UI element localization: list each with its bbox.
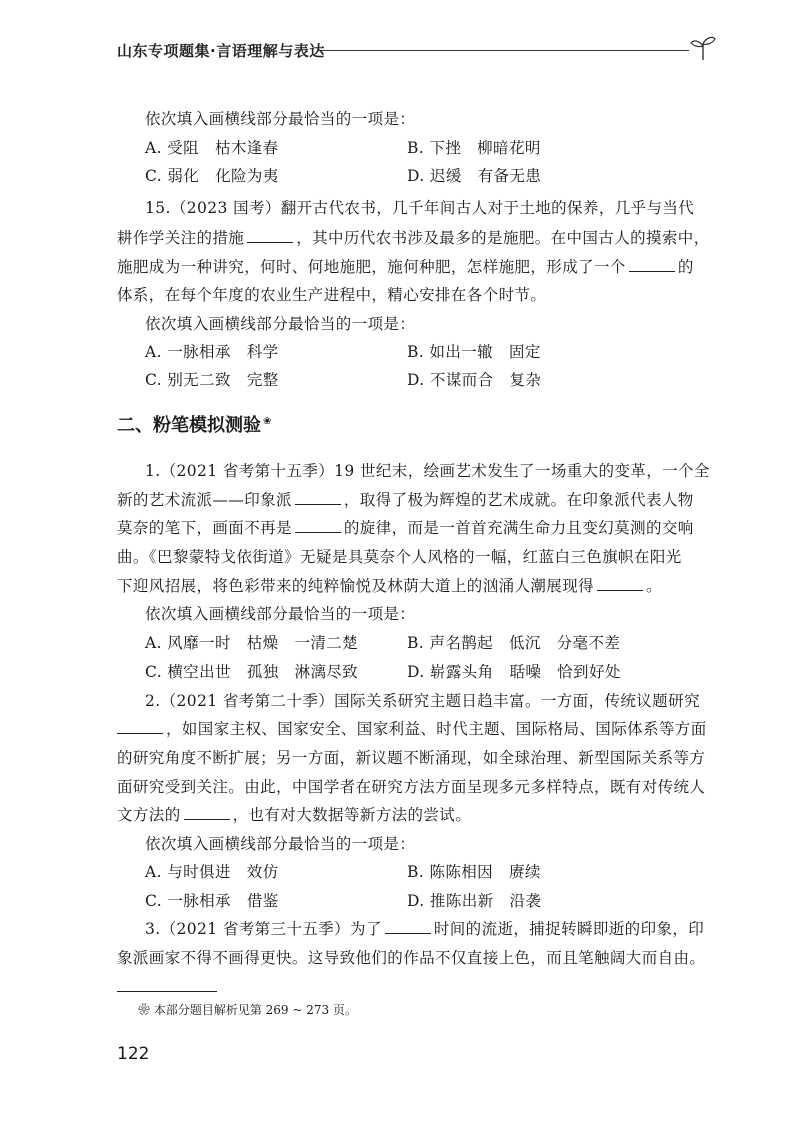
q2-option-a[interactable] (145, 861, 279, 883)
q2-option-b[interactable] (407, 861, 541, 883)
option-text: 借鉴 (246, 892, 279, 910)
option-label: C. 一脉相承 (145, 892, 231, 910)
q15-line-4: 体系，在每个年度的农业生产进程中，精心安排在各个时节。 (117, 286, 547, 304)
option-text: 聒噪 恰到好处 (509, 663, 621, 681)
q1-line-2: 新的艺术流派——印象派 ，取得了极为辉煌的艺术成就。在印象派代表人物 (117, 491, 694, 509)
option-label: D. 推陈出新 (407, 892, 494, 910)
q15-prompt: 依次填入画横线部分最恰当的一项是： (145, 315, 416, 333)
option-text: 孤独 淋漓尽致 (246, 663, 359, 681)
footnote-mark-icon: ❀ (138, 1003, 151, 1017)
q1-line-5: 下迎风招展，将色彩带来的纯粹愉悦及林荫大道上的汹涌人潮展现得 。 (117, 577, 662, 595)
running-header (117, 34, 717, 64)
option-text: 复杂 (509, 371, 542, 389)
option-text: 固定 (508, 343, 541, 361)
option-label: A. 与时俱进 (145, 863, 231, 881)
footnote-rule (117, 991, 217, 992)
answer-blank[interactable] (385, 918, 431, 934)
answer-blank[interactable] (295, 517, 341, 533)
q15-line-2: 耕作学关注的措施 ，其中历代农书涉及最多的是施肥。在中国古人的摸索中， (117, 229, 710, 247)
option-label: A. 受阻 (145, 139, 200, 157)
prev-option-c[interactable] (145, 165, 279, 187)
option-label: A. 一脉相承 (145, 343, 231, 361)
q15-option-d[interactable] (407, 369, 541, 391)
q1-option-b[interactable] (407, 632, 620, 654)
q15-option-c[interactable] (145, 369, 279, 391)
footnote (138, 1001, 357, 1018)
option-text: 完整 (246, 371, 279, 389)
option-label: D. 崭露头角 (407, 663, 494, 681)
answer-blank[interactable] (597, 575, 643, 591)
answer-blank[interactable] (184, 804, 230, 820)
q15-option-b[interactable] (407, 341, 541, 363)
option-label: B. 陈陈相因 (407, 863, 494, 881)
q1-option-c[interactable] (145, 661, 358, 683)
q2-line-5: 文方法的 ，也有对大数据等新方法的尝试。 (117, 806, 472, 824)
q15-line-3: 施肥成为一种讲究，何时、何地施肥，施何种肥，怎样施肥，形成了一个 的 (117, 258, 694, 276)
option-label: C. 横空出世 (145, 663, 231, 681)
option-label: B. 如出一辙 (407, 343, 494, 361)
prev-option-a[interactable] (145, 137, 279, 159)
q1-line-4: 曲。《巴黎蒙特戈依街道》无疑是具莫奈个人风格的一幅，红蓝白三色旗帜在阳光 (117, 548, 682, 566)
section-title: 二、粉笔模拟测验 ❀ (117, 415, 272, 436)
q1-line-3: 莫奈的笔下，画面不再是 的旋律，而是一首首充满生命力且变幻莫测的交响 (117, 519, 694, 537)
q2-option-d[interactable] (407, 890, 541, 912)
option-text: 化险为夷 (215, 167, 279, 185)
option-text: 有备无患 (477, 167, 542, 185)
answer-blank[interactable] (117, 718, 163, 734)
option-text: 科学 (246, 343, 279, 361)
header-rule (317, 50, 689, 51)
sprout-icon (689, 34, 717, 62)
option-text: 枯燥 一清二楚 (246, 634, 359, 652)
q15-line-1: 15.（2023 国考）翻开古代农书，几千年间古人对于土地的保养，几乎与当代 (145, 199, 695, 217)
q2-option-c[interactable] (145, 890, 279, 912)
header-title: 山东专项题集·言语理解与表达 (117, 42, 325, 60)
prev-option-b[interactable] (407, 137, 541, 159)
q1-option-a[interactable] (145, 632, 358, 654)
q1-option-d[interactable] (407, 661, 621, 683)
option-label: C. 弱化 (145, 167, 200, 185)
footnote-mark-icon: ❀ (263, 416, 272, 427)
option-text: 沿袭 (509, 892, 542, 910)
option-label: B. 下挫 (407, 139, 462, 157)
option-label: D. 不谋而合 (407, 371, 494, 389)
prev-question-prompt: 依次填入画横线部分最恰当的一项是： (145, 110, 416, 128)
q1-line-1: 1.（2021 省考第十五季）19 世纪末，绘画艺术发生了一场重大的变革，一个全 (145, 462, 710, 480)
option-text: 效仿 (246, 863, 279, 881)
q2-line-3: 的研究角度不断扩展；另一方面，新议题不断涌现，如全球治理、新型国际关系等方 (117, 749, 706, 767)
option-label: C. 别无二致 (145, 371, 231, 389)
page-number: 122 (117, 1044, 150, 1064)
q15-option-a[interactable] (145, 341, 279, 363)
answer-blank[interactable] (629, 256, 675, 272)
option-text: 枯木逢春 (214, 139, 279, 157)
option-text: 柳暗花明 (477, 139, 541, 157)
footnote-text: 本部分题目解析见第 269 ~ 273 页。 (153, 1003, 357, 1017)
q1-prompt: 依次填入画横线部分最恰当的一项是： (145, 605, 416, 623)
option-label: A. 风靡一时 (145, 634, 231, 652)
prev-option-d[interactable] (407, 165, 541, 187)
answer-blank[interactable] (295, 489, 341, 505)
q2-prompt: 依次填入画横线部分最恰当的一项是： (145, 835, 416, 853)
option-text: 低沉 分毫不差 (508, 634, 621, 652)
q3-line-2: 象派画家不得不画得更快。这导致他们的作品不仅直接上色，而且笔触阔大而自由。 (117, 949, 706, 967)
q2-line-4: 面研究受到关注。由此，中国学者在研究方法方面呈现多元多样特点，既有对传统人 (117, 778, 706, 796)
q2-line-1: 2.（2021 省考第二十季）国际关系研究主题日趋丰富。一方面，传统议题研究 (145, 692, 700, 710)
answer-blank[interactable] (247, 227, 293, 243)
q2-line-2: ，如国家主权、国家安全、国家利益、时代主题、国际格局、国际体系等方面 (117, 718, 707, 740)
option-text: 赓续 (508, 863, 541, 881)
option-label: D. 迟缓 (407, 167, 462, 185)
q3-line-1: 3.（2021 省考第三十五季）为了 时间的流逝，捕捉转瞬即逝的印象，印 (145, 920, 705, 938)
option-label: B. 声名鹊起 (407, 634, 494, 652)
